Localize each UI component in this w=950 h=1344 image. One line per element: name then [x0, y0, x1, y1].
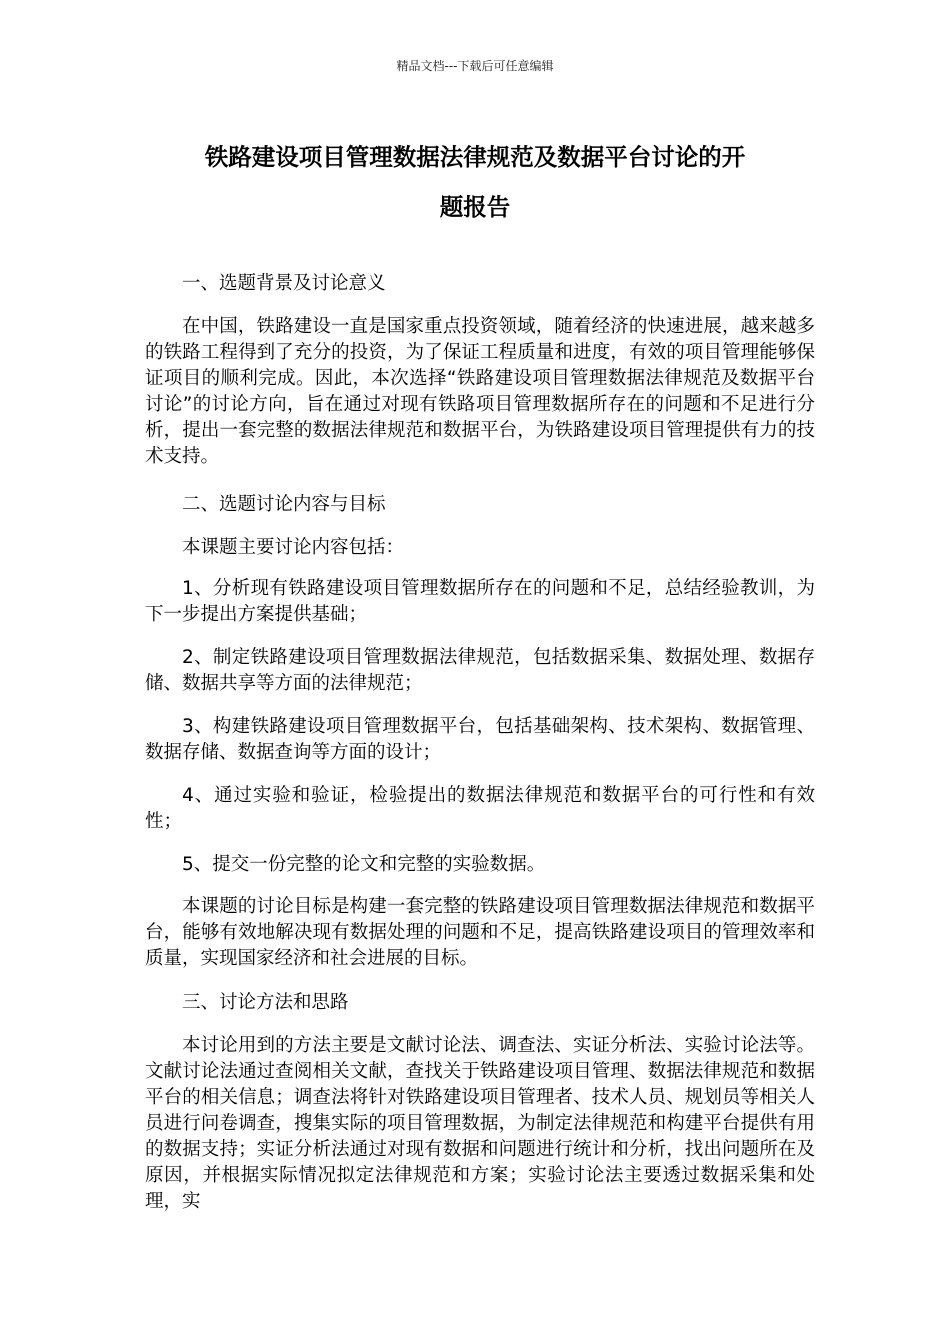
section-1-heading: 一、选题背景及讨论意义 — [182, 273, 386, 294]
section-3-paragraph: 本讨论用到的方法主要是文献讨论法、调查法、实证分析法、实验讨论法等。文献讨论法通过查阅相关文献，查找关于铁路建设项目管理、数据法律规范和数据平台的相关信息；调查法将针对铁路建设项目管理者、技术人员、规划员等相关人员进行问卷调查，搜集实际的项目管理数据，为制定法律规范和构建平台提供有用的数据支持；实证分析法通过对现有数据和问题进行统计和分析，找出问题所在及原因，并根据实际情况拟定法律规范和方案；实验讨论法主要透过数据采集和处理，实 — [145, 1035, 815, 1212]
section-1-paragraph: 在中国，铁路建设一直是国家重点投资领域，随着经济的快速进展，越来越多的铁路工程得到了充分的投资，为了保证工程质量和进度，有效的项目管理能够保证项目的顺利完成。因此，本次选择“铁路建设项目管理数据法律规范及数据平台讨论”的讨论方向，旨在通过对现有铁路项目管理数据所存在的问题和不足进行分析，提出一套完整的数据法律规范和数据平台，为铁路建设项目管理提供有力的技术支持。 — [145, 316, 815, 467]
document-title — [140, 132, 810, 232]
section-3-heading: 三、讨论方法和思路 — [182, 992, 349, 1013]
section-2-heading: 二、选题讨论内容与目标 — [182, 494, 386, 515]
section-2-intro: 本课题主要讨论内容包括： — [182, 537, 405, 558]
title-line-2: 题报告 — [439, 193, 511, 221]
page-header: 精品文档---下载后可任意编辑 — [396, 59, 554, 73]
list-item: 1、分析现有铁路建设项目管理数据所存在的问题和不足，总结经验教训，为下一步提出方案提供基础； — [145, 578, 815, 625]
list-item: 5、提交一份完整的论文和完整的实验数据。 — [182, 854, 546, 875]
list-item: 3、构建铁路建设项目管理数据平台，包括基础架构、技术架构、数据管理、数据存储、数据查询等方面的设计； — [145, 716, 815, 763]
list-item: 2、制定铁路建设项目管理数据法律规范，包括数据采集、数据处理、数据存储、数据共享等方面的法律规范； — [145, 647, 815, 694]
title-line-1: 铁路建设项目管理数据法律规范及数据平台讨论的开 — [204, 143, 746, 171]
section-2-goal-paragraph: 本课题的讨论目标是构建一套完整的铁路建设项目管理数据法律规范和数据平台，能够有效地解决现有数据处理的问题和不足，提高铁路建设项目的管理效率和质量，实现国家经济和社会进展的目标。 — [145, 896, 815, 969]
list-item: 4、通过实验和验证，检验提出的数据法律规范和数据平台的可行性和有效性； — [145, 785, 815, 832]
